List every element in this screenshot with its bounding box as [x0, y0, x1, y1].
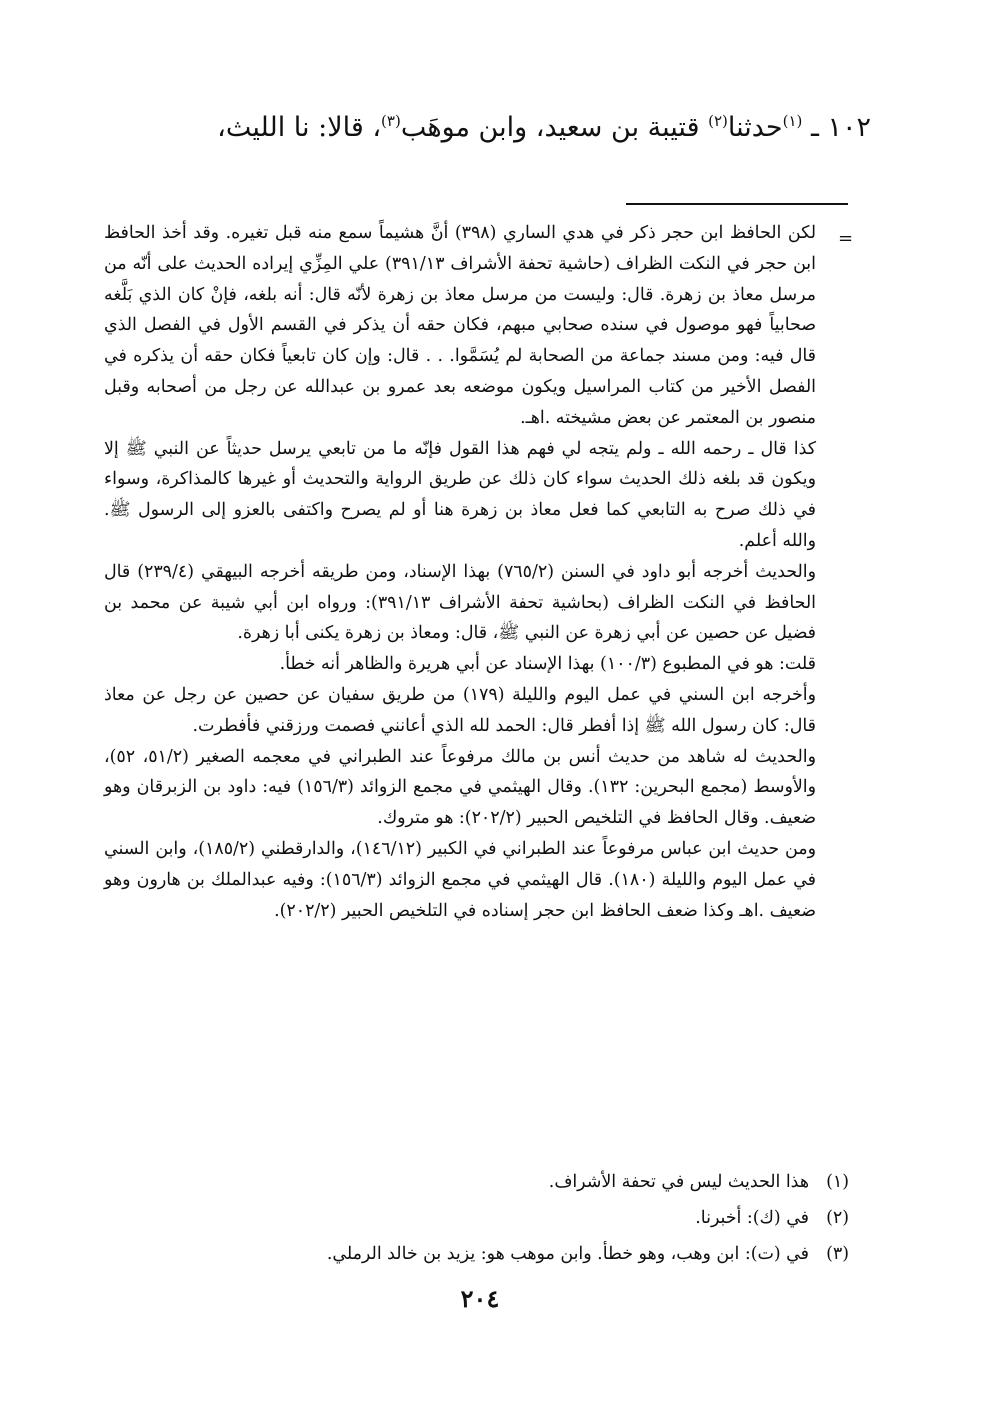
continuation-mark: = — [838, 228, 854, 249]
note-paragraph: والحديث أخرجه أبو داود في السنن (٧٦٥/٢) بهذا الإسناد، ومن طريقه أخرجه البيهقي (٢٣٩/٤) قال الحافظ في النكت الظراف (بحاشية تحفة الأشراف ٣٩١/١٣): ورواه ابن أبي شيبة عن محمد بن فضيل عن حصين عن أبي زهرة عن النبي ﷺ، قال: ومعاذ بن زهرة يكنى أبا زهرة. — [104, 561, 817, 644]
footnote-ref-2: (٢) — [708, 112, 728, 130]
heading-word-1: حدثنا — [727, 112, 783, 143]
note-paragraph: والحديث له شاهد من حديث أنس بن مالك مرفوعاً عند الطبراني في معجمه الصغير (٥١/٢، ٥٢)، والأوسط (مجمع البحرين: ١٣٢). وقال الهيثمي في مجمع الزوائد (١٥٦/٣) فيه: داود بن الزبرقان وهو ضعيف. وقال الحافظ في التلخيص الحبير (٢٠٢/٢): هو متروك. — [104, 746, 816, 829]
note-paragraph: لكن الحافظ ابن حجر ذكر في هدي الساري (٣٩٨) أنَّ هشيماً سمع منه قبل تغيره. وقد أخذ الحافظ ابن حجر في النكت الظراف (حاشية تحفة الأشراف ٣٩١/١٣) علي المِزِّي إيراده الحديث على أنّه من مرسل معاذ بن زهرة. قال: وليست من مرسل معاذ بن زهرة لأنّه قال: أنه بلغه، فإنْ كان الذي بَلَّغه صحابياً فهو موصول في سنده صحابي مبهم، فكان حقه أن يذكر في القسم الأول في الفصل الذي قال فيه: ومن مسند جماعة من الصحابة لم يُسَمَّوا. . . قال: وإن كان تابعياً فكان حقه أن يذكره في الفصل الأخير من كتاب المراسيل ويكون موضعه بعد عمرو بن عبدالله عن رجل من أصحابه وقبل منصور بن المعتمر عن بعض مشيخته .اهـ. — [104, 223, 816, 428]
footnote-number: (٢) — [826, 1208, 849, 1228]
footnote-separator — [626, 203, 848, 205]
heading-word-2: قتيبة بن سعيد، وابن موهَب — [400, 112, 709, 143]
footnote-list — [104, 1164, 849, 1272]
hadith-number: ١٠٢ ـ — [802, 112, 871, 143]
note-paragraph: ومن حديث ابن عباس مرفوعاً عند الطبراني في الكبير (١٤٦/١٢)، والدارقطني (١٨٥/٢)، وابن السني في عمل اليوم والليلة (١٨٠). قال الهيثمي في مجمع الزوائد (١٥٦/٣): وفيه عبدالملك بن هارون وهو ضعيف .اهـ وكذا ضعف الحافظ ابن حجر إسناده في التلخيص الحبير (٢٠٢/٢). — [104, 838, 816, 921]
note-paragraph: قلت: هو في المطبوع (١٠٠/٣) بهذا الإسناد عن أبي هريرة والظاهر أنه خطأ. — [279, 654, 816, 675]
note-paragraph: كذا قال ـ رحمه الله ـ ولم يتجه لي فهم هذا القول فإنّه ما من تابعي يرسل حديثاً عن النبي ﷺ إلا ويكون قد بلغه ذلك الحديث سواء كان ذلك عن طريق الرواية والتحديث أو غيرها كالمذاكرة، وسواء في ذلك صرح به التابعي كما فعل معاذ بن زهرة هنا أو لم يصرح واكتفى بالعزو إلى الرسول ﷺ. والله أعلم. — [104, 438, 816, 551]
footnote-text: هذا الحديث ليس في تحفة الأشراف. — [548, 1172, 809, 1192]
hadith-heading — [160, 106, 871, 150]
footnote-continuation — [104, 218, 816, 926]
footnote-2 — [104, 1200, 849, 1236]
footnote-ref-1: (١) — [782, 112, 803, 130]
footnote-number: (١) — [826, 1172, 849, 1192]
heading-word-3: ، قالا: نا الليث، — [217, 112, 382, 143]
note-paragraph: وأخرجه ابن السني في عمل اليوم والليلة (١٧٩) من طريق سفيان عن حصين عن رجل عن معاذ قال: كان رسول الله ﷺ إذا أفطر قال: الحمد لله الذي أعانني فصمت ورزقني فأفطرت. — [104, 684, 816, 736]
footnote-3 — [104, 1236, 849, 1272]
footnote-ref-3: (٣) — [381, 112, 401, 130]
page-number: ٢٠٤ — [460, 1284, 500, 1313]
footnote-1 — [104, 1164, 849, 1200]
footnote-text: في (ك): أخبرنا. — [695, 1208, 809, 1228]
footnote-text: في (ت): ابن وهب، وهو خطأ. وابن موهب هو: يزيد بن خالد الرملي. — [326, 1244, 809, 1264]
footnote-number: (٣) — [826, 1244, 849, 1264]
